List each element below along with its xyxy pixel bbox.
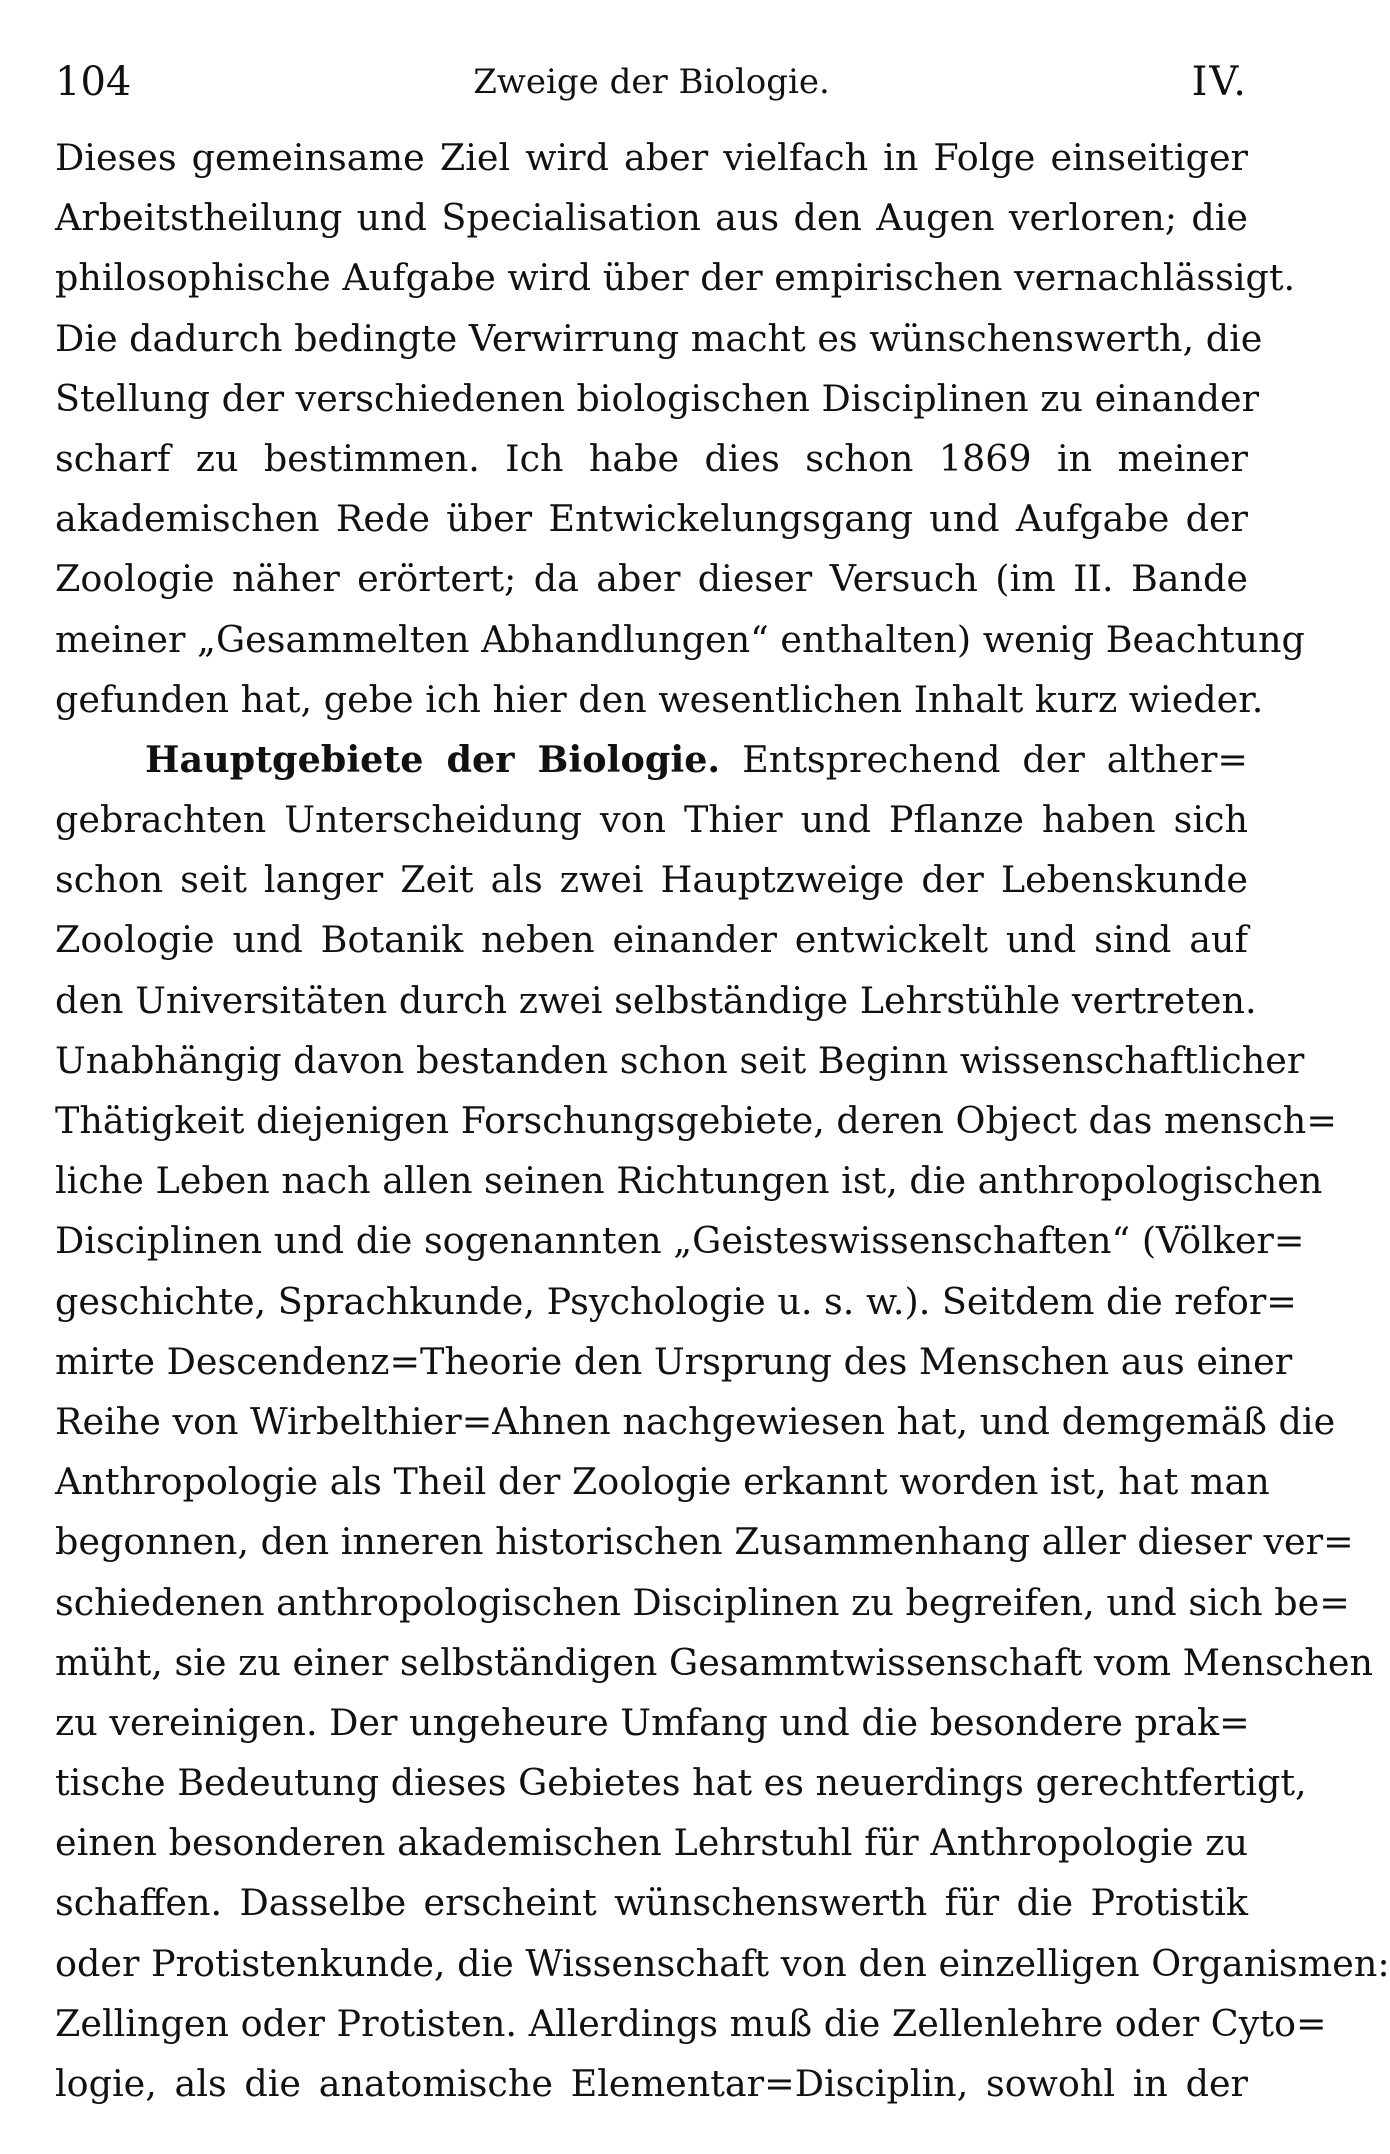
paragraph-2 xyxy=(55,730,1390,2114)
text-line: mirte Descendenz=Theorie den Ursprung des Menschen aus einer xyxy=(55,1339,1293,1383)
text-line: Disciplinen und die sogenannten „Geisteswissenschaften“ (Völker= xyxy=(55,1219,1305,1263)
text-line: Zoologie und Botanik neben einander entwickelt und sind auf xyxy=(55,918,1248,962)
text-line: schiedenen anthropologischen Disciplinen zu begreifen, und sich be= xyxy=(55,1580,1350,1624)
text-line: den Universitäten durch zwei selbständige Lehrstühle vertreten. xyxy=(55,978,1257,1022)
text-line: gefunden hat, gebe ich hier den wesentlichen Inhalt kurz wieder. xyxy=(55,677,1264,721)
text-line: Zellingen oder Protisten. Allerdings muß die Zellenlehre oder Cyto= xyxy=(55,2001,1327,2045)
text-fragment: Entsprechend der alther= xyxy=(742,737,1248,781)
text-line: Anthropologie als Theil der Zoologie erkannt worden ist, hat man xyxy=(55,1460,1270,1504)
text-line: schon seit langer Zeit als zwei Hauptzweige der Lebenskunde xyxy=(55,858,1248,902)
text-line: schaffen. Dasselbe erscheint wünschenswerth für die Protistik xyxy=(55,1881,1248,1925)
text-line: geschichte, Sprachkunde, Psychologie u. s. w.). Seitdem die refor= xyxy=(55,1279,1297,1323)
running-title: Zweige der Biologie. xyxy=(473,62,830,102)
text-line: akademischen Rede über Entwickelungsgang und Aufgabe der xyxy=(55,497,1248,541)
page-header xyxy=(55,52,1248,112)
text-line: begonnen, den inneren historischen Zusammenhang aller dieser ver= xyxy=(55,1520,1354,1564)
text-line: scharf zu bestimmen. Ich habe dies schon 1869 in meiner xyxy=(55,436,1248,480)
text-line: gebrachten Unterscheidung von Thier und Pflanze haben sich xyxy=(55,798,1248,842)
text-line: Unabhängig davon bestanden schon seit Beginn wissenschaftlicher xyxy=(55,1038,1305,1082)
text-line: Zoologie näher erörtert; da aber dieser Versuch (im II. Bande xyxy=(55,557,1248,601)
text-line: tische Bedeutung dieses Gebietes hat es neuerdings gerechtfertigt, xyxy=(55,1761,1307,1805)
text-line: logie, als die anatomische Elementar=Disciplin, sowohl in der xyxy=(55,2062,1248,2105)
text-line: Die dadurch bedingte Verwirrung macht es wünschenswerth, die xyxy=(55,316,1263,360)
body-text xyxy=(55,128,1390,2114)
text-line: meiner „Gesammelten Abhandlungen“ enthalten) wenig Beachtung xyxy=(55,617,1305,661)
text-line: einen besonderen akademischen Lehrstuhl für Anthropologie zu xyxy=(55,1821,1248,1865)
text-line xyxy=(55,730,1248,790)
text-line: oder Protistenkunde, die Wissenschaft von den einzelligen Organismen: xyxy=(55,1941,1390,1985)
text-line: zu vereinigen. Der ungeheure Umfang und die besondere prak= xyxy=(55,1700,1250,1744)
page-number: 104 xyxy=(55,59,132,105)
text-line: Arbeitstheilung und Specialisation aus den Augen verloren; die xyxy=(55,196,1248,240)
text-line: Thätigkeit diejenigen Forschungsgebiete, deren Object das mensch= xyxy=(55,1099,1337,1142)
text-line: müht, sie zu einer selbständigen Gesammtwissenschaft vom Menschen xyxy=(55,1640,1373,1684)
text-line: liche Leben nach allen seinen Richtungen ist, die anthropologischen xyxy=(55,1159,1323,1203)
chapter-number: IV. xyxy=(1191,59,1248,105)
text-line: Dieses gemeinsame Ziel wird aber vielfach in Folge einseitiger xyxy=(55,136,1248,179)
text-line: Stellung der verschiedenen biologischen Disciplinen zu einander xyxy=(55,376,1260,420)
paragraph-1 xyxy=(55,128,1305,730)
text-line: philosophische Aufgabe wird über der empirischen vernachlässigt. xyxy=(55,256,1296,300)
text-line: Reihe von Wirbelthier=Ahnen nachgewiesen hat, und demgemäß die xyxy=(55,1399,1336,1443)
section-heading: Hauptgebiete der Biologie. xyxy=(145,737,721,781)
